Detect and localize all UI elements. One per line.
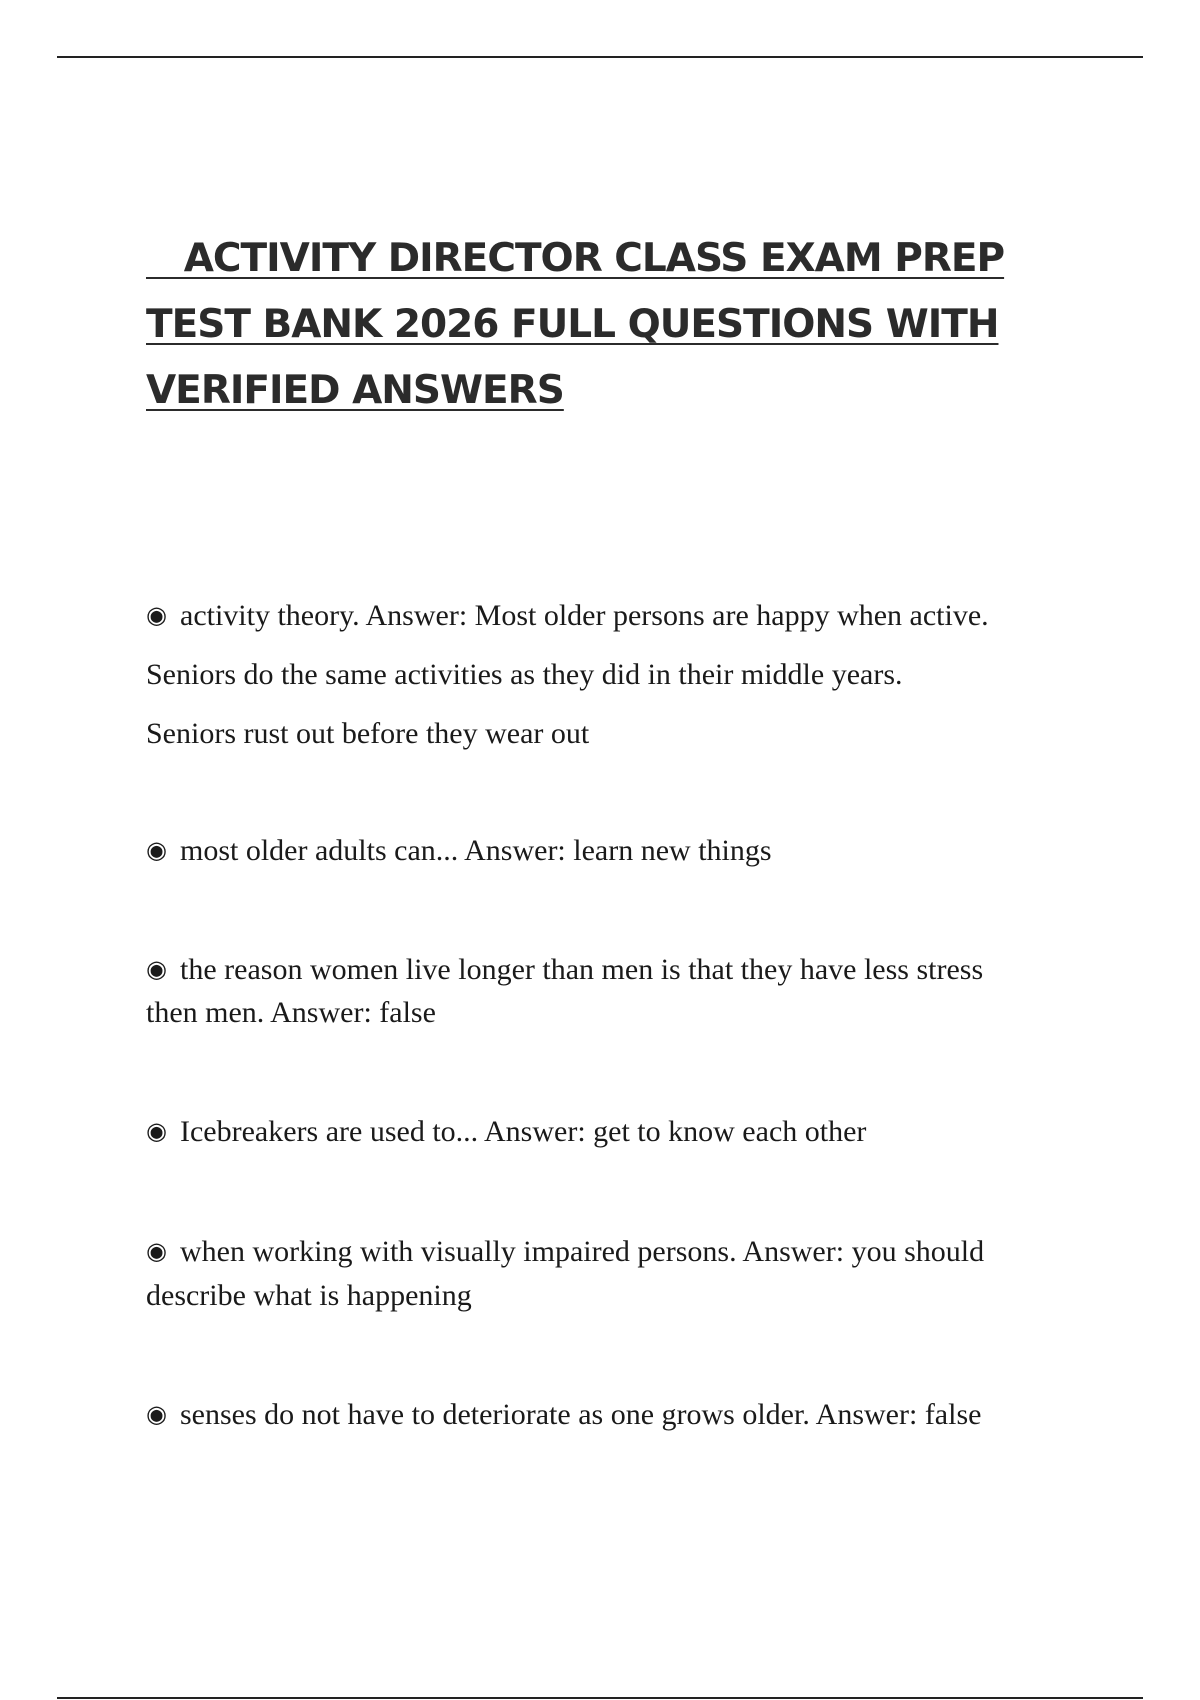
radio-bullet-icon: ◉ [146,1400,167,1428]
qa-line: Seniors do the same activities as they did in their middle years. [146,658,903,691]
qa-item [146,829,1096,872]
qa-line: the reason women live longer than men is that they have less stress [180,953,984,986]
qa-item [146,1229,1096,1318]
qa-item [146,948,1096,1034]
radio-bullet-icon: ◉ [146,1117,167,1145]
qa-line: then men. Answer: false [146,996,436,1029]
radio-bullet-icon: ◉ [146,836,167,864]
qa-item [146,586,1096,763]
qa-line: senses do not have to deteriorate as one grows older. Answer: false [180,1398,982,1431]
qa-line: most older adults can... Answer: learn new things [180,834,772,867]
radio-bullet-icon: ◉ [146,601,167,629]
title-line: TEST BANK 2026 FULL QUESTIONS WITH [146,302,999,347]
qa-line: Icebreakers are used to... Answer: get to know each other [180,1115,867,1148]
page-title [146,226,1086,424]
qa-item [146,1393,1096,1436]
qa-line: activity theory. Answer: Most older persons are happy when active. [180,599,989,632]
radio-bullet-icon: ◉ [146,955,167,983]
title-line: ACTIVITY DIRECTOR CLASS EXAM PREP [146,236,1005,281]
radio-bullet-icon: ◉ [146,1237,167,1265]
qa-line: describe what is happening [146,1279,472,1312]
title-line: VERIFIED ANSWERS [146,368,564,413]
qa-line: when working with visually impaired persons. Answer: you should [180,1235,985,1268]
qa-item [146,1110,1096,1153]
qa-line: Seniors rust out before they wear out [146,717,590,750]
bottom-divider [57,1697,1143,1699]
top-divider [57,56,1143,58]
